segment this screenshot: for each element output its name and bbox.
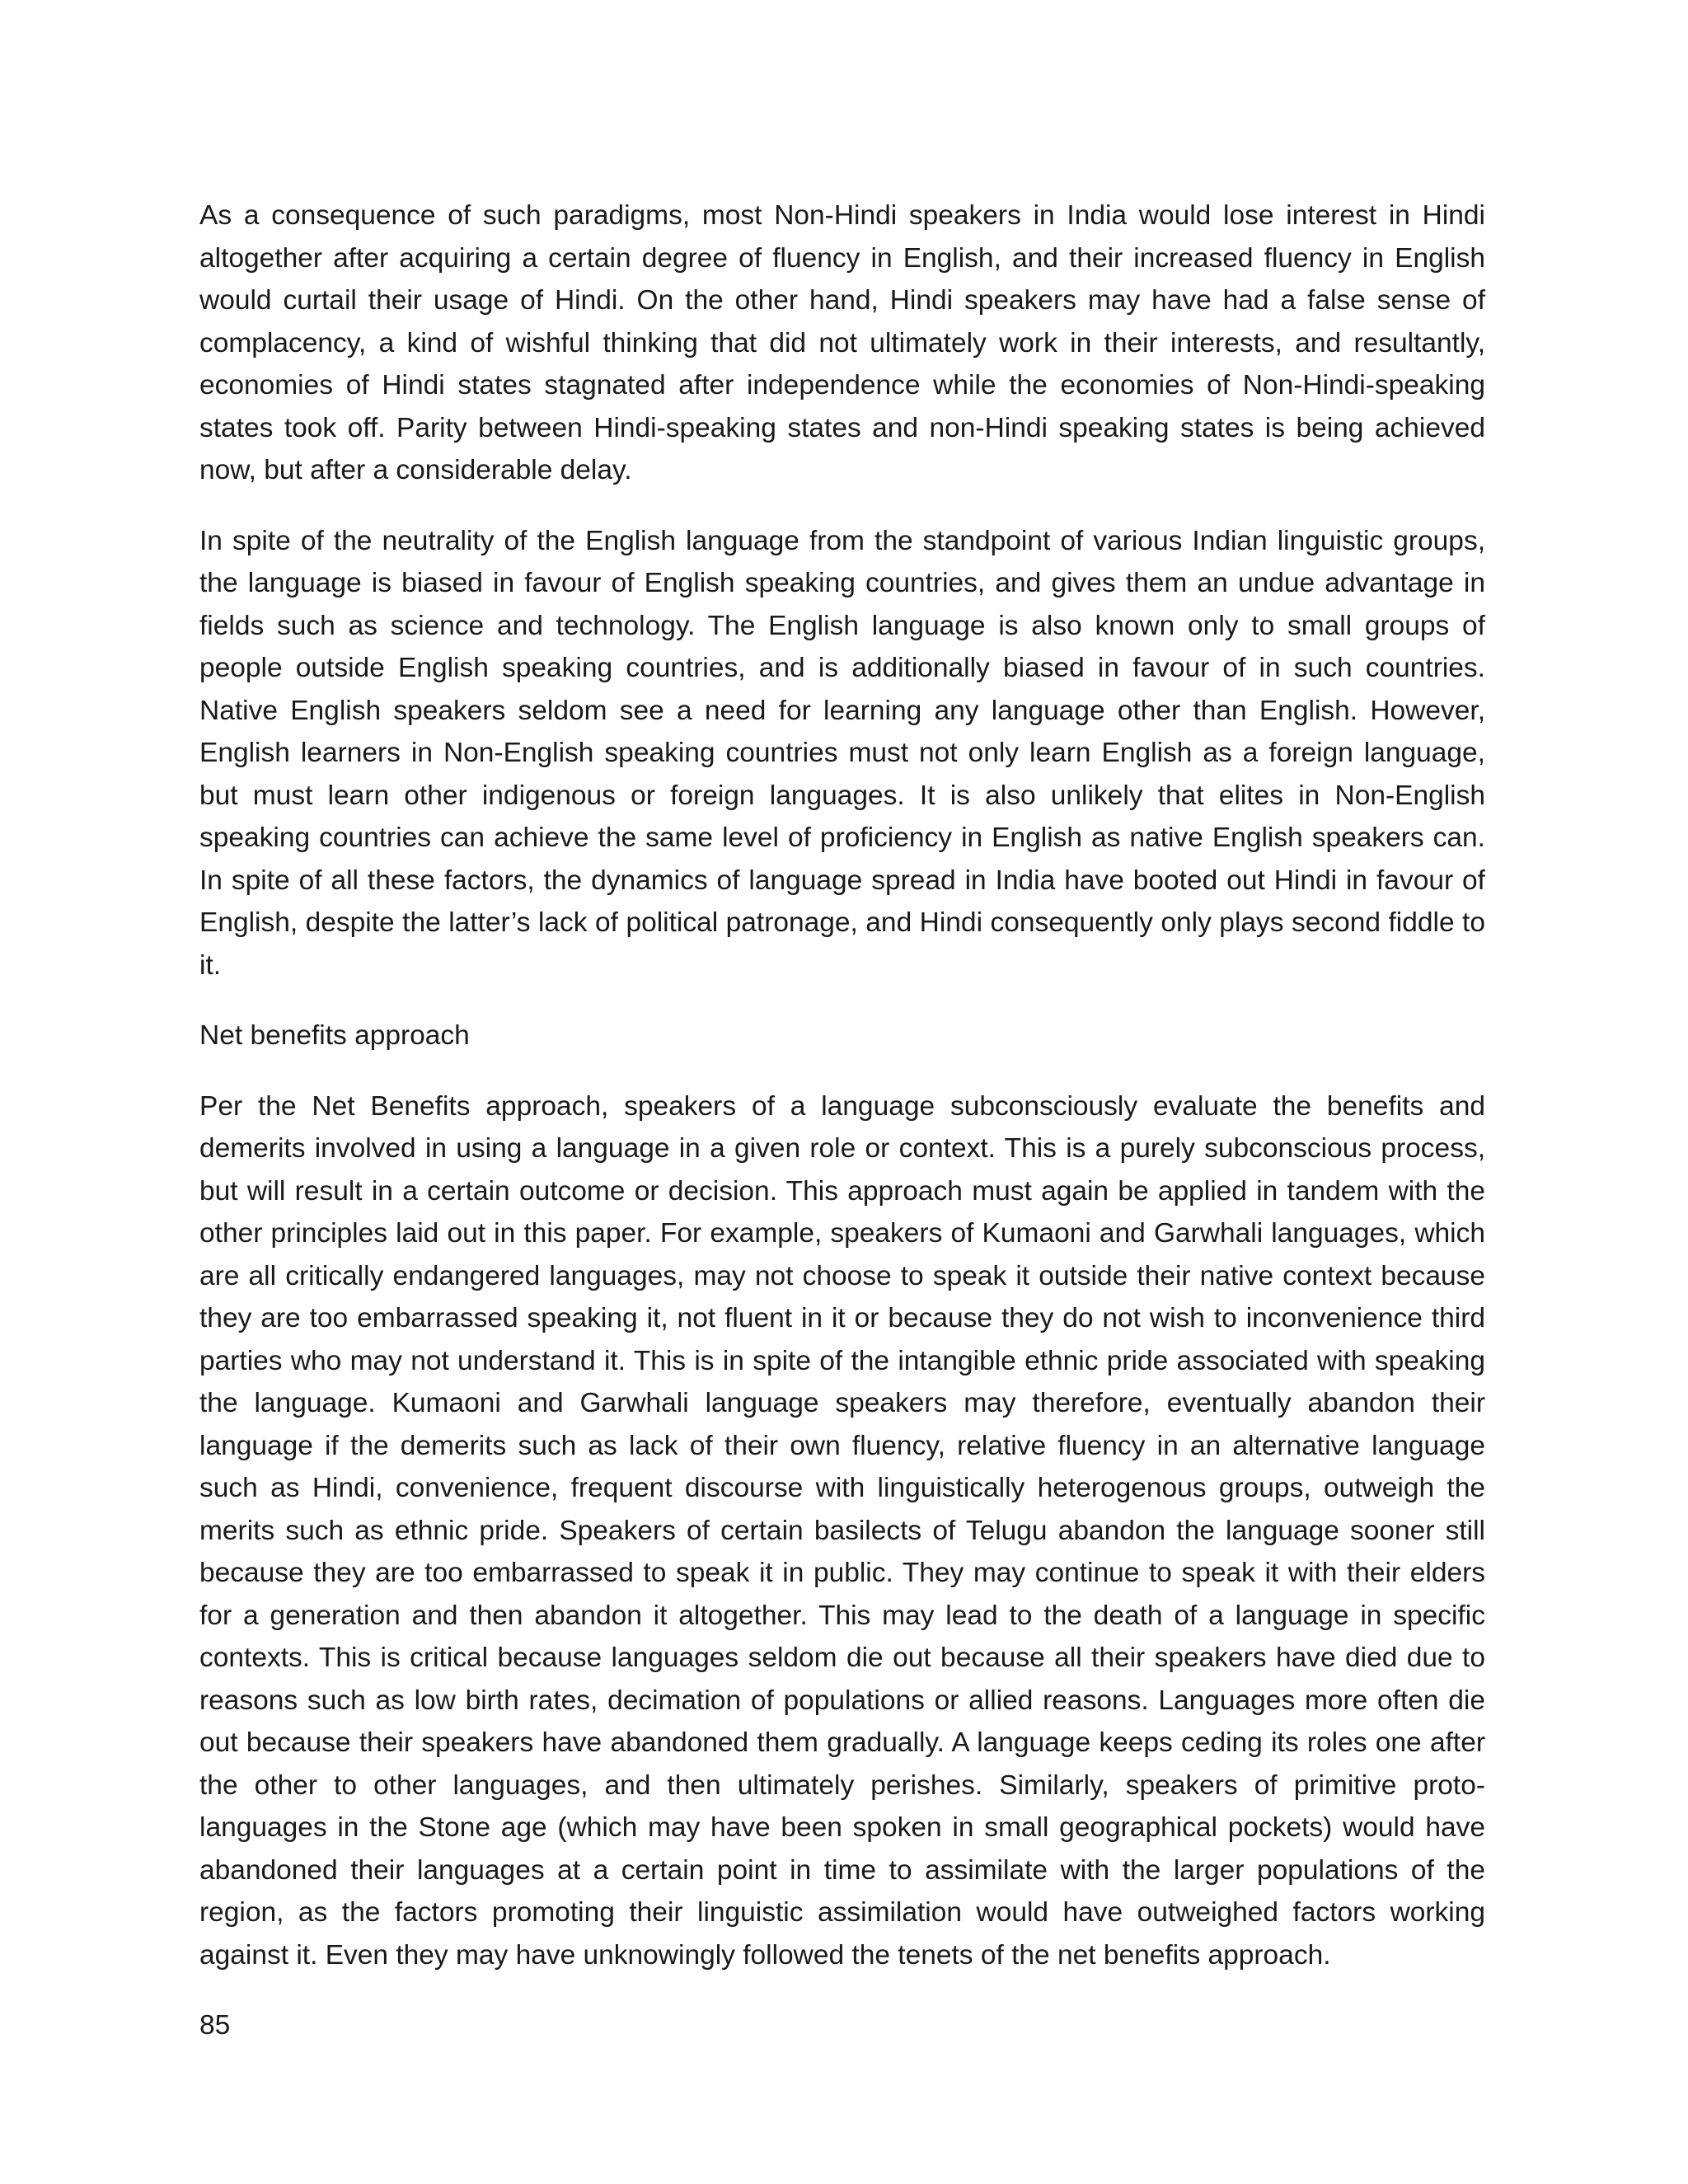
section-heading: Net benefits approach xyxy=(199,1020,470,1051)
page-content xyxy=(199,194,1485,2004)
paragraph-net-benefits: Per the Net Benefits approach, speakers of a language subconsciously evaluate the benefits and demerits involved in using a language in a given role or context. This is a purely subconscious process, but will result in a certain outcome or decision. This approach must again be applied in tandem with the other principles laid out in this paper. For example, speakers of Kumaoni and Garwhali languages, which are all critically endangered languages, may not choose to speak it outside their native context because they are too embarrassed speaking it, not fluent in it or because they do not wish to inconvenience third parties who may not understand it. This is in spite of the intangible ethnic pride associated with speaking the language. Kumaoni and Garwhali language speakers may therefore, eventually abandon their language if the demerits such as lack of their own fluency, relative fluency in an alternative language such as Hindi, convenience, frequent discourse with linguistically heterogenous groups, outweigh the merits such as ethnic pride. Speakers of certain basilects of Telugu abandon the language sooner still because they are too embarrassed to speak it in public. They may continue to speak it with their elders for a generation and then abandon it altogether. This may lead to the death of a language in specific contexts. This is critical because languages seldom die out because all their speakers have died due to reasons such as low birth rates, decimation of populations or allied reasons. Languages more often die out because their speakers have abandoned them gradually. A language keeps ceding its roles one after the other to other languages, and then ultimately perishes. Similarly, speakers of primitive proto-languages in the Stone age (which may have been spoken in small geographical pockets) would have abandoned their languages at a certain point in time to assimilate with the larger populations of the region, as the factors promoting their linguistic assimilation would have outweighed factors working against it. Even they may have unknowingly followed the tenets of the net benefits approach. xyxy=(199,1090,1485,1971)
paragraph-hindi-consequences: As a consequence of such paradigms, most Non-Hindi speakers in India would lose interest in Hindi altogether after acquiring a certain degree of fluency in English, and their increased fluency in English would curtail their usage of Hindi. On the other hand, Hindi speakers may have had a false sense of complacency, a kind of wishful thinking that did not ultimately work in their interests, and resultantly, economies of Hindi states stagnated after independence while the economies of Non-Hindi-speaking states took off. Parity between Hindi-speaking states and non-Hindi speaking states is being achieved now, but after a considerable delay. xyxy=(199,200,1485,485)
paragraph-english-neutrality: In spite of the neutrality of the English language from the standpoint of various Indian linguistic groups, the language is biased in favour of English speaking countries, and gives them an undue advantage in fields such as science and technology. The English language is also known only to small groups of people outside English speaking countries, and is additionally biased in favour of in such countries. Native English speakers seldom see a need for learning any language other than English. However, English learners in Non-English speaking countries must not only learn English as a foreign language, but must learn other indigenous or foreign languages. It is also unlikely that elites in Non-English speaking countries can achieve the same level of proficiency in English as native English speakers can. In spite of all these factors, the dynamics of language spread in India have booted out Hindi in favour of English, despite the latter’s lack of political patronage, and Hindi consequently only plays second fiddle to it. xyxy=(199,525,1485,981)
page-number: 85 xyxy=(199,2010,231,2041)
